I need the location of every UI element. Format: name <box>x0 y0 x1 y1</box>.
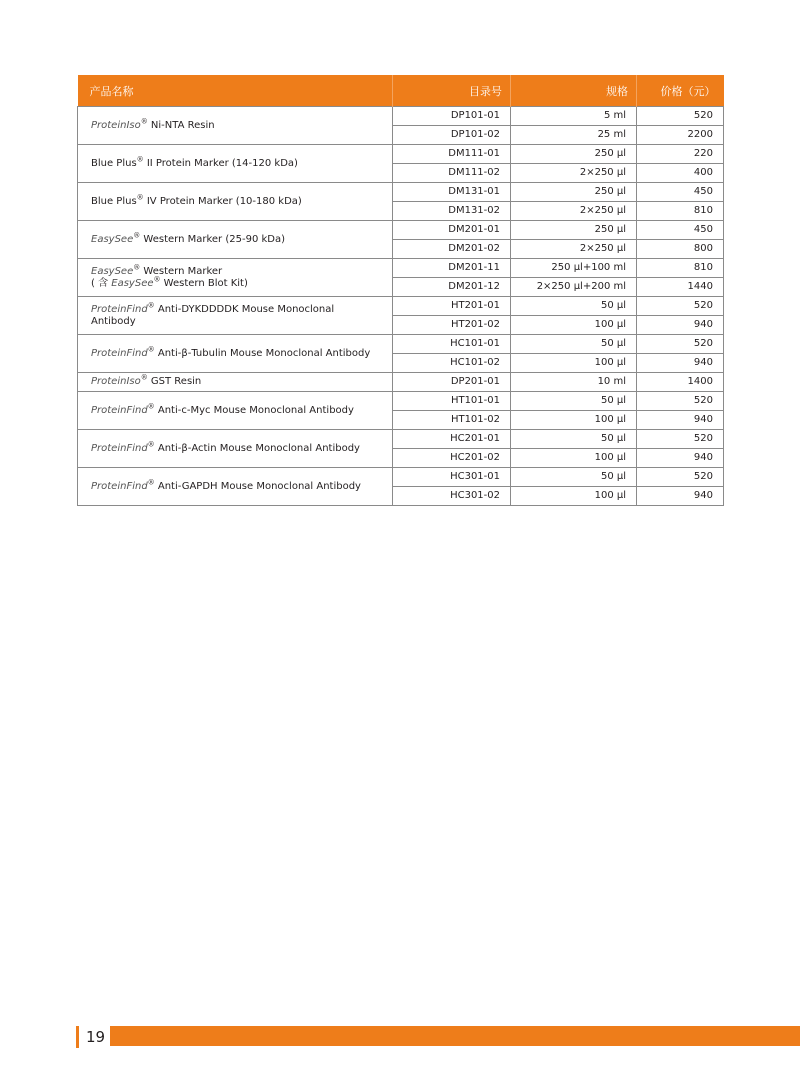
registered-mark: ® <box>147 301 155 310</box>
table-body <box>78 107 724 506</box>
table-row <box>78 335 724 354</box>
product-name-line <box>91 193 384 208</box>
catalog-number-cell: HC101-02 <box>393 354 511 373</box>
product-name-text: Anti-β-Tubulin Mouse Monoclonal Antibody <box>154 347 371 359</box>
product-name-line-2 <box>91 316 384 328</box>
price-cell: 400 <box>637 164 724 183</box>
price-cell: 1400 <box>637 373 724 392</box>
product-name-line <box>91 117 384 132</box>
specification-cell: 100 μl <box>511 449 637 468</box>
catalog-number-cell: DP201-01 <box>393 373 511 392</box>
registered-mark: ® <box>140 373 148 382</box>
product-name-line <box>91 155 384 170</box>
registered-mark: ® <box>147 440 155 449</box>
price-cell: 2200 <box>637 126 724 145</box>
specification-cell: 250 μl <box>511 145 637 164</box>
specification-cell: 250 μl <box>511 183 637 202</box>
table-row <box>78 373 724 392</box>
product-brand: ProteinFind <box>91 404 148 416</box>
product-name-cell <box>78 259 393 297</box>
catalog-number-cell: HT201-02 <box>393 316 511 335</box>
product-name-prefix: ( 含 <box>91 277 112 289</box>
catalog-number-cell: HC301-01 <box>393 468 511 487</box>
page-number: 19 <box>76 1026 105 1048</box>
specification-cell: 25 ml <box>511 126 637 145</box>
price-cell: 810 <box>637 259 724 278</box>
price-cell: 940 <box>637 449 724 468</box>
specification-cell: 2×250 μl <box>511 164 637 183</box>
product-name-line <box>91 231 384 246</box>
catalog-number-cell: DM201-11 <box>393 259 511 278</box>
price-cell: 810 <box>637 202 724 221</box>
table-row <box>78 221 724 240</box>
specification-cell: 5 ml <box>511 107 637 126</box>
price-cell: 1440 <box>637 278 724 297</box>
product-name-cell <box>78 297 393 335</box>
table-row <box>78 145 724 164</box>
registered-mark: ® <box>147 402 155 411</box>
price-cell: 940 <box>637 316 724 335</box>
catalog-number-cell: DM201-12 <box>393 278 511 297</box>
price-cell: 450 <box>637 221 724 240</box>
product-name-text: Western Marker (25-90 kDa) <box>140 233 286 245</box>
footer-bar <box>110 1026 800 1046</box>
price-cell: 940 <box>637 411 724 430</box>
registered-mark: ® <box>136 155 144 164</box>
product-name-line <box>91 301 384 316</box>
header-price: 价格（元） <box>637 75 724 107</box>
product-brand: EasySee <box>91 265 134 277</box>
product-brand: ProteinFind <box>91 303 148 315</box>
table-row <box>78 183 724 202</box>
table-row <box>78 392 724 411</box>
price-cell: 520 <box>637 335 724 354</box>
price-cell: 520 <box>637 430 724 449</box>
product-brand-plain: Blue Plus <box>91 157 137 169</box>
product-name-cell <box>78 430 393 468</box>
registered-mark: ® <box>153 275 161 284</box>
table-row <box>78 107 724 126</box>
product-brand: ProteinIso <box>91 119 141 131</box>
registered-mark: ® <box>133 231 141 240</box>
product-name-text: Anti-DYKDDDDK Mouse Monoclonal <box>154 303 335 315</box>
product-name-text: Anti-β-Actin Mouse Monoclonal Antibody <box>154 442 360 454</box>
product-name-text: GST Resin <box>147 376 202 387</box>
product-brand: EasySee <box>91 233 134 245</box>
header-catalog-number: 目录号 <box>393 75 511 107</box>
product-name-cell <box>78 183 393 221</box>
specification-cell: 250 μl+100 ml <box>511 259 637 278</box>
product-name-cell <box>78 145 393 183</box>
specification-cell: 100 μl <box>511 487 637 506</box>
specification-cell: 2×250 μl+200 ml <box>511 278 637 297</box>
specification-cell: 100 μl <box>511 411 637 430</box>
table-row <box>78 468 724 487</box>
registered-mark: ® <box>133 263 141 272</box>
header-specification: 规格 <box>511 75 637 107</box>
price-cell: 450 <box>637 183 724 202</box>
product-name-cell <box>78 221 393 259</box>
catalog-number-cell: HC201-02 <box>393 449 511 468</box>
product-brand-plain: Blue Plus <box>91 195 137 207</box>
product-name-text: Anti-GAPDH Mouse Monoclonal Antibody <box>154 480 361 492</box>
catalog-number-cell: HT201-01 <box>393 297 511 316</box>
catalog-number-cell: HC101-01 <box>393 335 511 354</box>
catalog-number-cell: DM111-02 <box>393 164 511 183</box>
price-cell: 520 <box>637 297 724 316</box>
price-cell: 520 <box>637 468 724 487</box>
table-row <box>78 259 724 278</box>
specification-cell: 50 μl <box>511 335 637 354</box>
product-brand: ProteinIso <box>91 376 141 387</box>
product-name-cell <box>78 468 393 506</box>
registered-mark: ® <box>147 345 155 354</box>
catalog-number-cell: HC301-02 <box>393 487 511 506</box>
product-name-text: Western Blot Kit) <box>160 277 248 289</box>
product-name-line <box>91 373 384 388</box>
header-row <box>78 75 724 107</box>
product-name-text: Western Marker <box>140 265 223 277</box>
price-cell: 800 <box>637 240 724 259</box>
price-cell: 520 <box>637 107 724 126</box>
product-name-line <box>91 402 384 417</box>
specification-cell: 10 ml <box>511 373 637 392</box>
product-name-line-2 <box>91 275 384 290</box>
registered-mark: ® <box>136 193 144 202</box>
registered-mark: ® <box>147 478 155 487</box>
price-cell: 220 <box>637 145 724 164</box>
catalog-number-cell: DM201-02 <box>393 240 511 259</box>
table-row <box>78 430 724 449</box>
registered-mark: ® <box>140 117 148 126</box>
product-name-text: Anti-c-Myc Mouse Monoclonal Antibody <box>154 404 354 416</box>
catalog-number-cell: HC201-01 <box>393 430 511 449</box>
product-brand: ProteinFind <box>91 442 148 454</box>
product-name-text: Ni-NTA Resin <box>147 119 215 131</box>
price-cell: 940 <box>637 487 724 506</box>
table-header <box>78 75 724 107</box>
product-name-cell <box>78 335 393 373</box>
specification-cell: 50 μl <box>511 297 637 316</box>
product-name-line <box>91 345 384 360</box>
catalog-number-cell: DM111-01 <box>393 145 511 164</box>
catalog-number-cell: DM131-01 <box>393 183 511 202</box>
product-brand: ProteinFind <box>91 347 148 359</box>
specification-cell: 250 μl <box>511 221 637 240</box>
specification-cell: 2×250 μl <box>511 202 637 221</box>
header-product-name: 产品名称 <box>78 75 393 107</box>
product-name-prefix: Antibody <box>91 315 136 327</box>
specification-cell: 50 μl <box>511 430 637 449</box>
price-table <box>77 75 724 506</box>
product-brand: ProteinFind <box>91 480 148 492</box>
price-cell: 520 <box>637 392 724 411</box>
product-name-text: II Protein Marker (14-120 kDa) <box>143 157 298 169</box>
product-brand: EasySee <box>111 277 154 289</box>
catalog-number-cell: DM131-02 <box>393 202 511 221</box>
product-name-line <box>91 478 384 493</box>
table-row <box>78 297 724 316</box>
catalog-number-cell: DP101-02 <box>393 126 511 145</box>
price-cell: 940 <box>637 354 724 373</box>
product-name-cell <box>78 107 393 145</box>
specification-cell: 2×250 μl <box>511 240 637 259</box>
catalog-number-cell: HT101-01 <box>393 392 511 411</box>
specification-cell: 100 μl <box>511 354 637 373</box>
catalog-number-cell: HT101-02 <box>393 411 511 430</box>
product-name-line <box>91 440 384 455</box>
specification-cell: 100 μl <box>511 316 637 335</box>
catalog-number-cell: DP101-01 <box>393 107 511 126</box>
specification-cell: 50 μl <box>511 392 637 411</box>
specification-cell: 50 μl <box>511 468 637 487</box>
product-name-text: IV Protein Marker (10-180 kDa) <box>143 195 302 207</box>
product-name-cell <box>78 392 393 430</box>
product-name-cell <box>78 373 393 392</box>
product-name-line <box>91 263 384 278</box>
catalog-number-cell: DM201-01 <box>393 221 511 240</box>
